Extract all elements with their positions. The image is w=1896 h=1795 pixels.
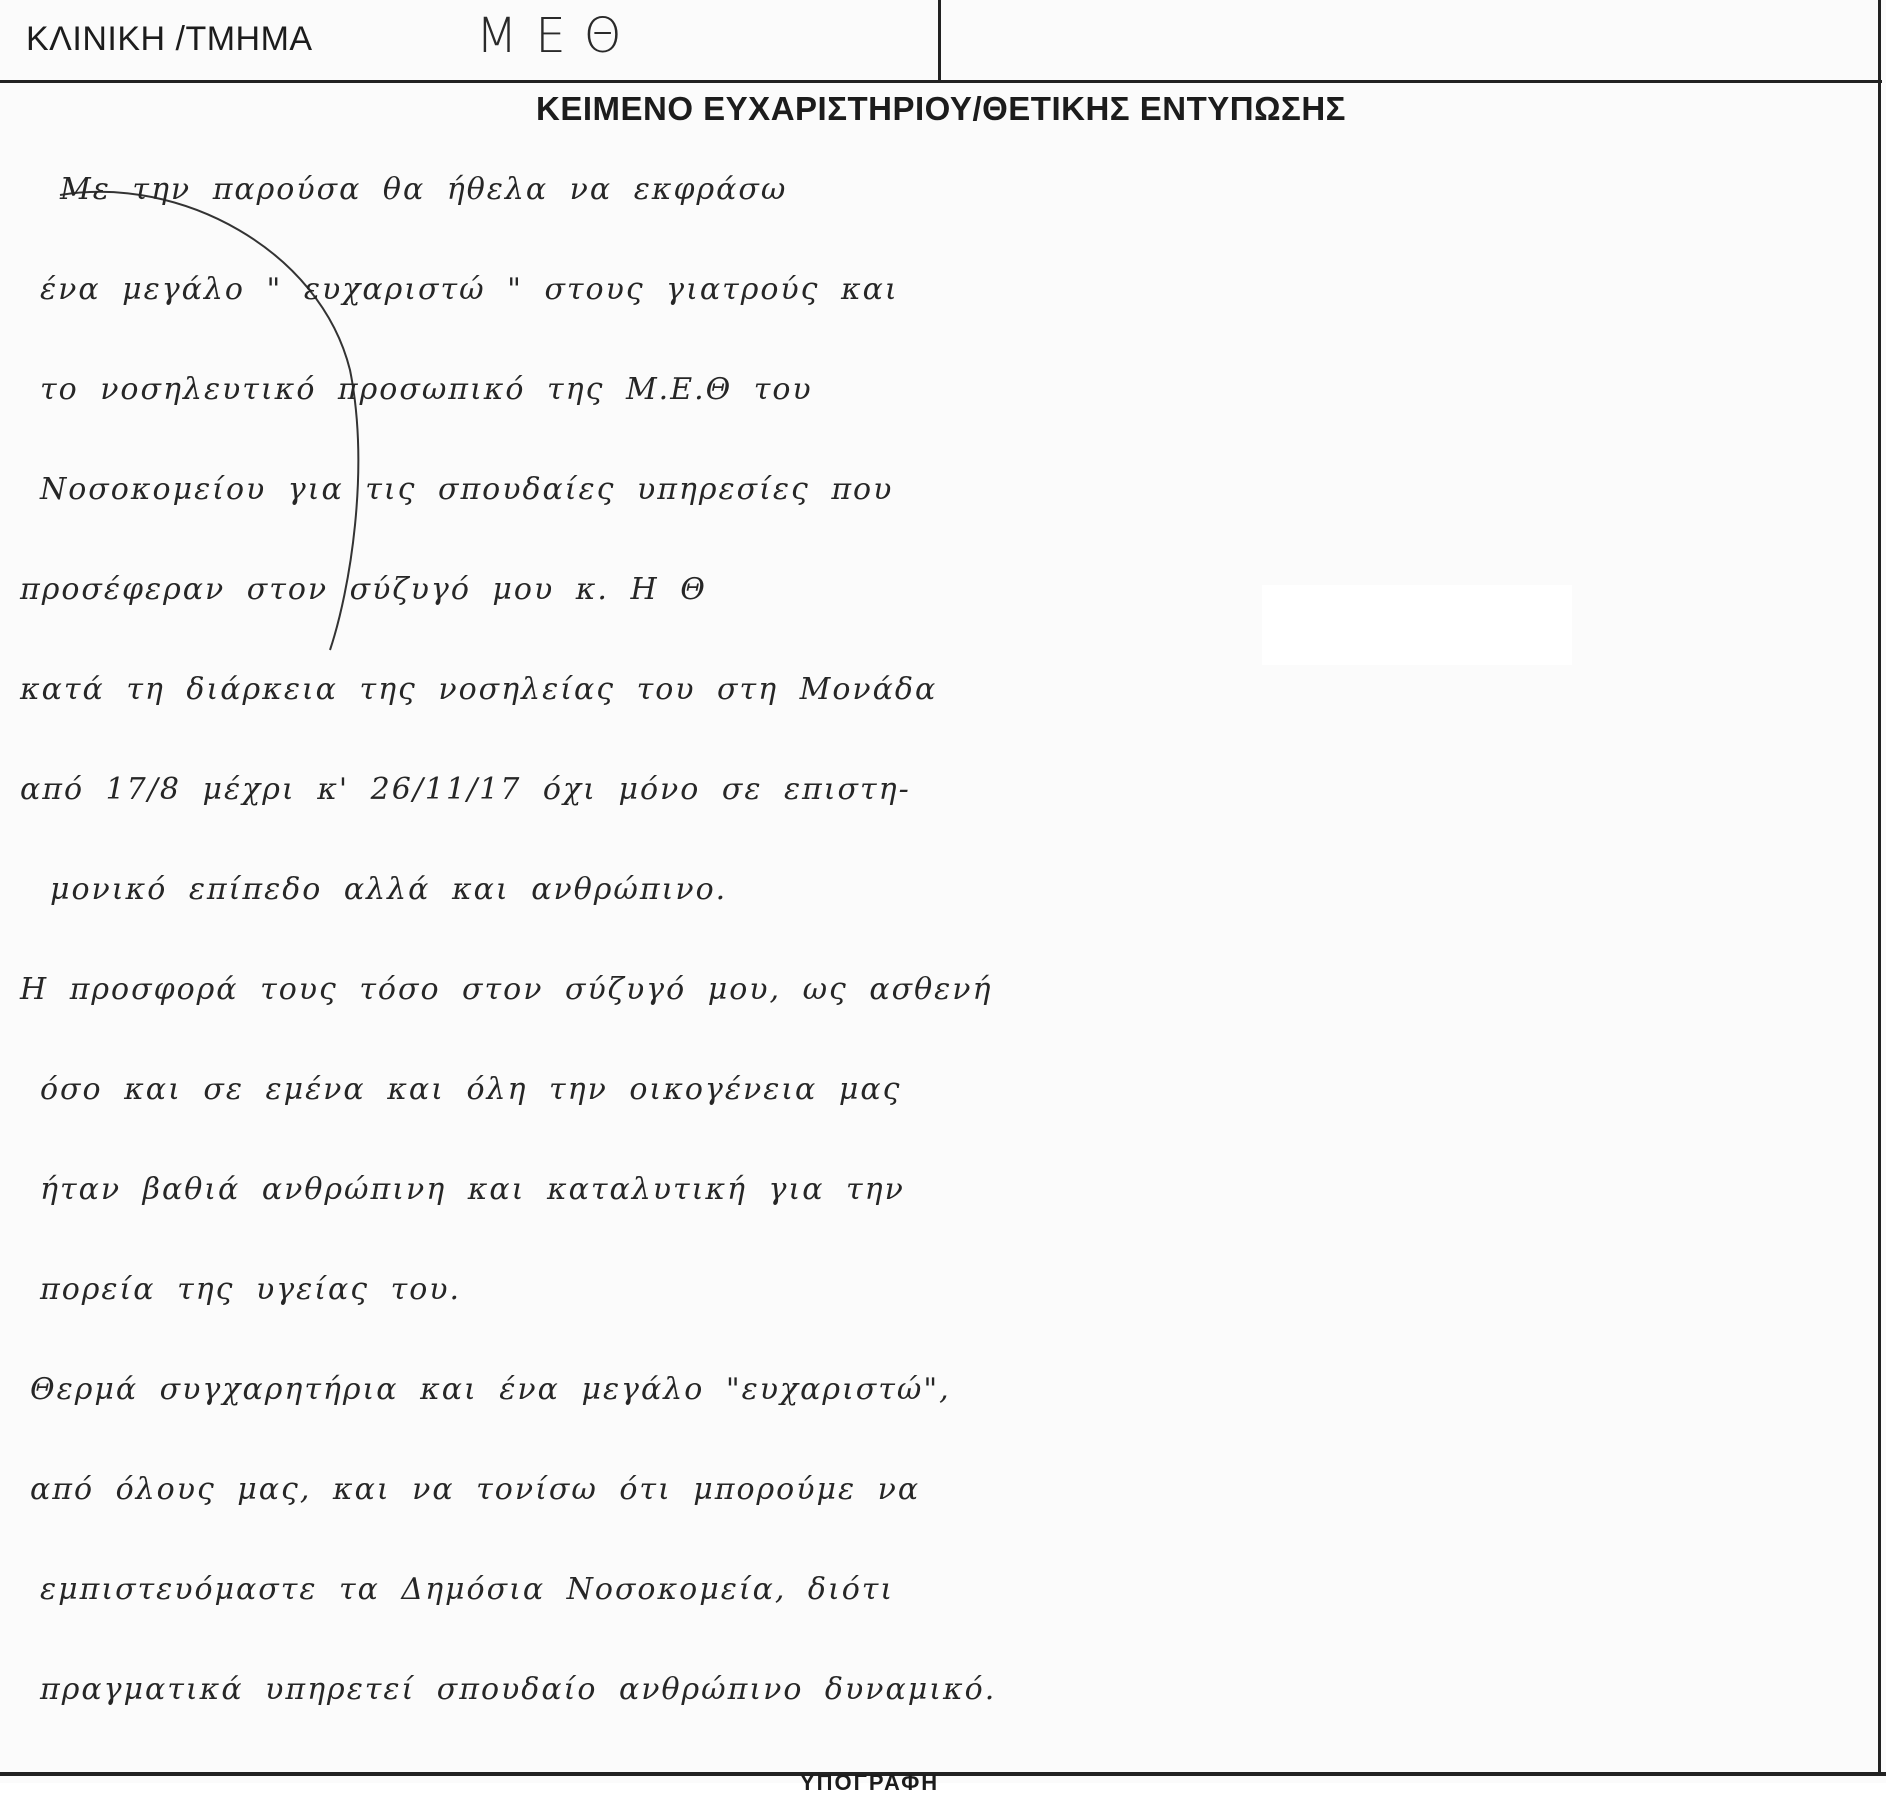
handwritten-line: Η προσφορά τους τόσο στον σύζυγό μου, ως ασθενή (20, 972, 993, 1007)
signature-section-heading: ΥΠΟΓΡΑΦΗ (800, 1770, 940, 1795)
handwritten-line: πορεία της υγείας του. (40, 1272, 462, 1307)
handwritten-line: Θερμά συγχαρητήρια και ένα μεγάλο "ευχαριστώ", (30, 1372, 951, 1407)
clinic-department-label: ΚΛΙΝΙΚΗ /ΤΜΗΜΑ (26, 20, 313, 58)
handwritten-line: μονικό επίπεδο αλλά και ανθρώπινο. (50, 872, 728, 907)
handwritten-line: ήταν βαθιά ανθρώπινη και καταλυτική για την (40, 1172, 905, 1207)
handwritten-line: όσο και σε εμένα και όλη την οικογένεια μας (40, 1072, 902, 1107)
handwritten-line: Με την παρούσα θα ήθελα να εκφράσω (60, 172, 788, 207)
handwritten-line: από 17/8 μέχρι κ' 26/11/17 όχι μόνο σε επιστη- (20, 772, 911, 807)
section-title: ΚΕΙΜΕΝΟ ΕΥΧΑΡΙΣΤΗΡΙΟΥ/ΘΕΤΙΚΗΣ ΕΝΤΥΠΩΣΗΣ (535, 90, 1346, 127)
handwritten-line: ένα μεγάλο " ευχαριστώ " στους γιατρούς και (40, 272, 899, 307)
handwritten-line: πραγματικά υπηρετεί σπουδαίο ανθρώπινο δυναμικό. (40, 1672, 997, 1707)
header-column-divider (938, 0, 941, 80)
handwritten-line: κατά τη διάρκεια της νοσηλείας του στη Μονάδα (20, 672, 938, 707)
handwritten-line: Νοσοκομείου για τις σπουδαίες υπηρεσίες που (40, 472, 894, 507)
form-header-row (0, 0, 1882, 83)
redaction-box (1262, 585, 1572, 665)
handwritten-letter-body (0, 140, 1882, 1760)
handwritten-line: από όλους μας, και να τονίσω ότι μπορούμε να (30, 1472, 921, 1507)
handwritten-line: το νοσηλευτικό προσωπικό της Μ.Ε.Θ του (40, 372, 813, 407)
handwritten-line: προσέφεραν στον σύζυγό μου κ. Η Θ (20, 572, 707, 607)
handwritten-line: εμπιστευόμαστε τα Δημόσια Νοσοκομεία, διότι (40, 1572, 895, 1607)
bottom-rule (0, 1772, 1886, 1776)
clinic-department-value: ΜΕΘ (476, 8, 640, 64)
